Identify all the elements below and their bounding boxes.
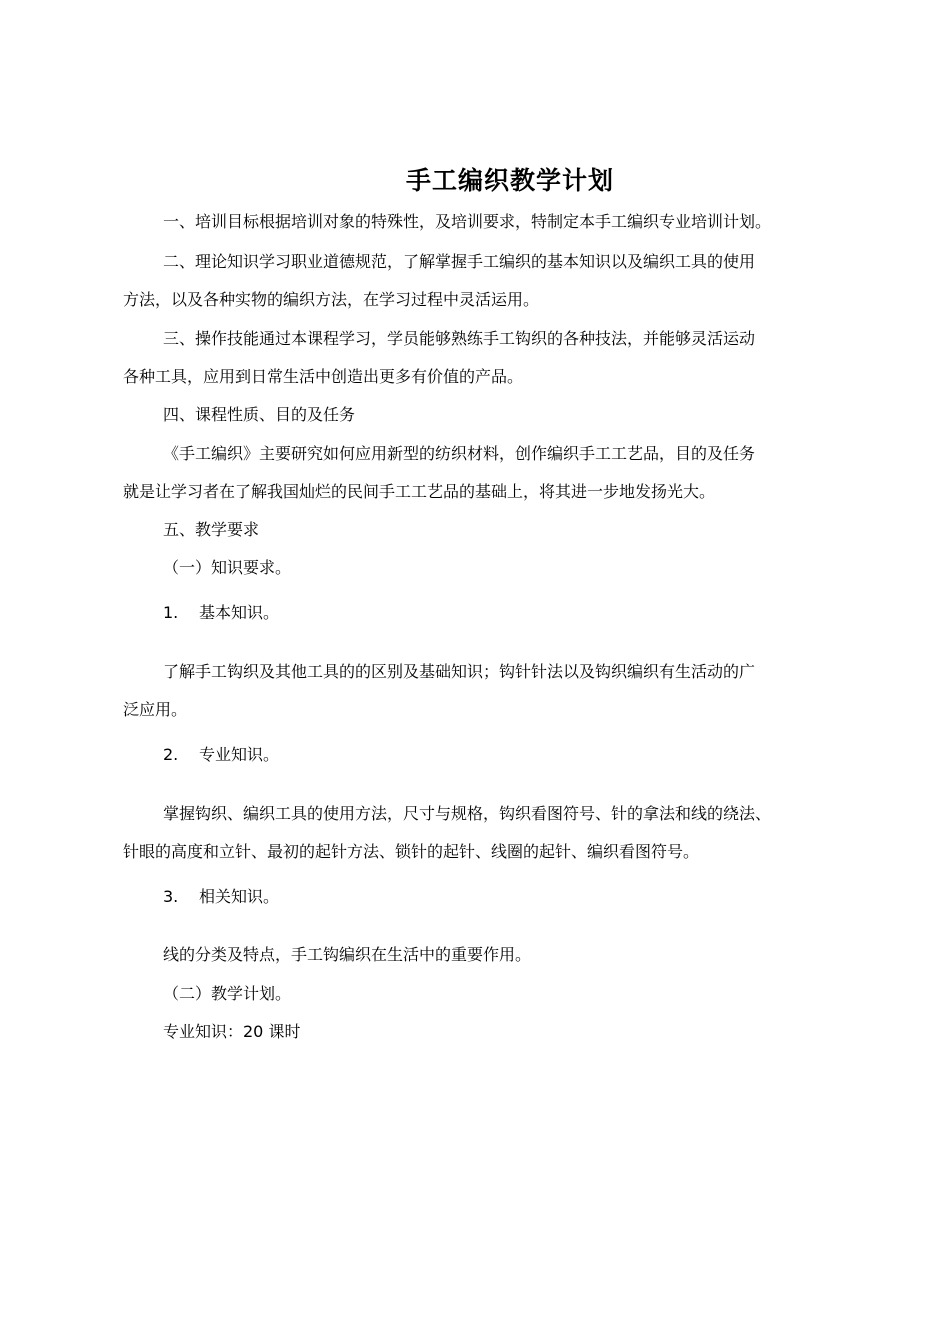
paragraph-course-line1: 《手工编织》主要研究如何应用新型的纺织材料，创作编织手工工艺品，目的及任务 (163, 444, 756, 463)
list-item-related-knowledge: 相关知识。 (199, 887, 280, 906)
list-number-2: 2. (163, 745, 179, 764)
paragraph-course-line2: 就是让学习者在了解我国灿烂的民间手工工艺品的基础上，将其进一步地发扬光大。 (123, 482, 716, 501)
paragraph-basic-knowledge-line1: 了解手工钩织及其他工具的的区别及基础知识；钩针针法以及钩织编织有生活动的广 (163, 662, 756, 681)
list-item-basic-knowledge: 基本知识。 (199, 603, 280, 622)
heading-knowledge-requirements: （一）知识要求。 (163, 558, 292, 577)
paragraph-class-hours: 专业知识：20 课时 (163, 1022, 301, 1041)
paragraph-theory-line1: 二、理论知识学习职业道德规范，了解掌握手工编织的基本知识以及编织工具的使用 (163, 252, 756, 271)
paragraph-skills-line2: 各种工具，应用到日常生活中创造出更多有价值的产品。 (123, 367, 524, 386)
paragraph-theory-line2: 方法，以及各种实物的编织方法，在学习过程中灵活运用。 (123, 290, 540, 309)
heading-teaching-plan: （二）教学计划。 (163, 984, 292, 1003)
paragraph-professional-line1: 掌握钩织、编织工具的使用方法，尺寸与规格，钩织看图符号、针的拿法和线的绕法、 (163, 804, 772, 823)
document-title: 手工编织教学计划 (405, 166, 614, 195)
paragraph-skills-line1: 三、操作技能通过本课程学习，学员能够熟练手工钩织的各种技法，并能够灵活运动 (163, 329, 756, 348)
list-number-1: 1. (163, 603, 179, 622)
paragraph-training-goal: 一、培训目标根据培训对象的特殊性，及培训要求，特制定本手工编织专业培训计划。 (163, 212, 772, 231)
list-number-3: 3. (163, 887, 179, 906)
paragraph-professional-line2: 针眼的高度和立针、最初的起针方法、锁针的起针、线圈的起针、编织看图符号。 (123, 842, 700, 861)
heading-teaching-requirements: 五、教学要求 (163, 520, 260, 539)
heading-course-nature: 四、课程性质、目的及任务 (163, 405, 356, 424)
list-item-professional-knowledge: 专业知识。 (199, 745, 280, 764)
paragraph-related-knowledge: 线的分类及特点，手工钩编织在生活中的重要作用。 (163, 945, 532, 964)
paragraph-basic-knowledge-line2: 泛应用。 (123, 700, 188, 719)
